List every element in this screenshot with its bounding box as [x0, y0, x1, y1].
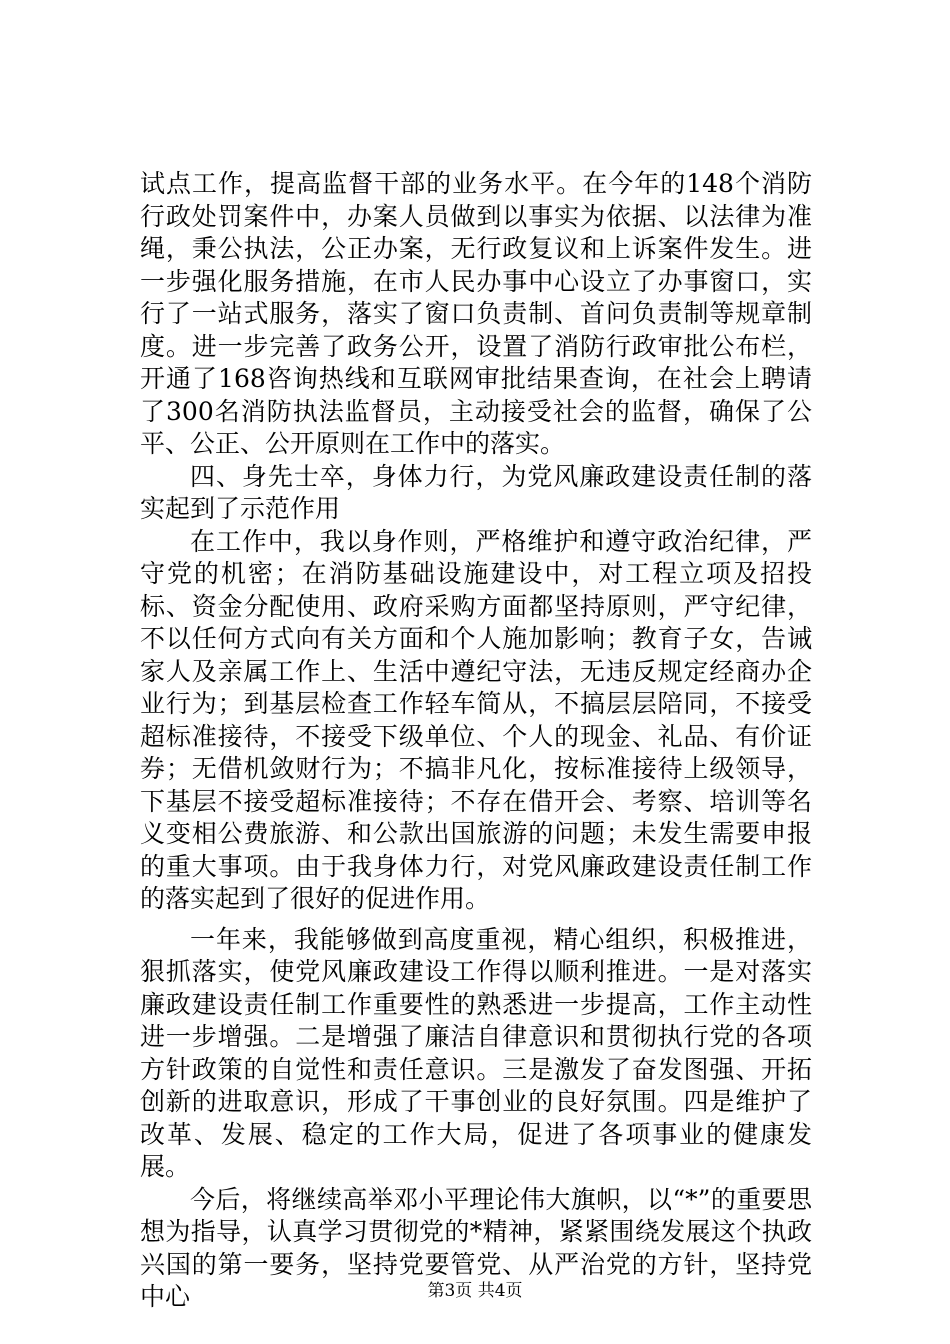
document-body	[140, 168, 812, 1314]
paragraph-future-plan: 今后，将继续高举邓小平理论伟大旗帜，以“*”的重要思想为指导，认真学习贯彻党的*精神，紧紧围绕发展这个执政兴国的第一要务，坚持党要管党、从严治党的方针，坚持党中心	[140, 1184, 812, 1311]
page-number-footer: 第3页 共4页	[427, 1281, 523, 1301]
paragraph-self-discipline: 在工作中，我以身作则，严格维护和遵守政治纪律，严守党的机密；在消防基础设施建设中，对工程立项及招投标、资金分配使用、政府采购方面都坚持原则，严守纪律，不以任何方式向有关方面和个人施加影响；教育子女，告诫家人及亲属工作上、生活中遵纪守法，无违反规定经商办企业行为；到基层检查工作轻车简从，不搞层层陪同，不接受超标准接待，不接受下级单位、个人的现金、礼品、有价证券；无借机敛财行为；不搞非凡化，按标准接待上级领导，下基层不接受超标准接待；不存在借开会、考察、培训等名义变相公费旅游、和公款出国旅游的问题；未发生需要申报的重大事项。由于我身体力行，对党风廉政建设责任制工作的落实起到了很好的促进作用。	[140, 526, 812, 913]
section-heading-four: 四、身先士卒，身体力行，为党风廉政建设责任制的落实起到了示范作用	[140, 461, 812, 523]
paragraph-administrative-penalty: 试点工作，提高监督干部的业务水平。在今年的148个消防行政处罚案件中，办案人员做到以事实为依据、以法律为准绳，秉公执法，公正办案，无行政复议和上诉案件发生。进一步强化服务措施，在市人民办事中心设立了办事窗口，实行了一站式服务，落实了窗口负责制、首问负责制等规章制度。进一步完善了政务公开，设置了消防行政审批公布栏，开通了168咨询热线和互联网审批结果查询，在社会上聘请了300名消防执法监督员，主动接受社会的监督，确保了公平、公正、公开原则在工作中的落实。	[140, 169, 812, 458]
paragraph-year-summary: 一年来，我能够做到高度重视，精心组织，积极推进，狠抓落实，使党风廉政建设工作得以顺利推进。一是对落实廉政建设责任制工作重要性的熟悉进一步提高，工作主动性进一步增强。二是增强了廉洁自律意识和贯彻执行党的各项方针政策的自觉性和责任意识。三是激发了奋发图强、开拓创新的进取意识，形成了干事创业的良好氛围。四是维护了改革、发展、稳定的工作大局，促进了各项事业的健康发展。	[140, 924, 812, 1181]
